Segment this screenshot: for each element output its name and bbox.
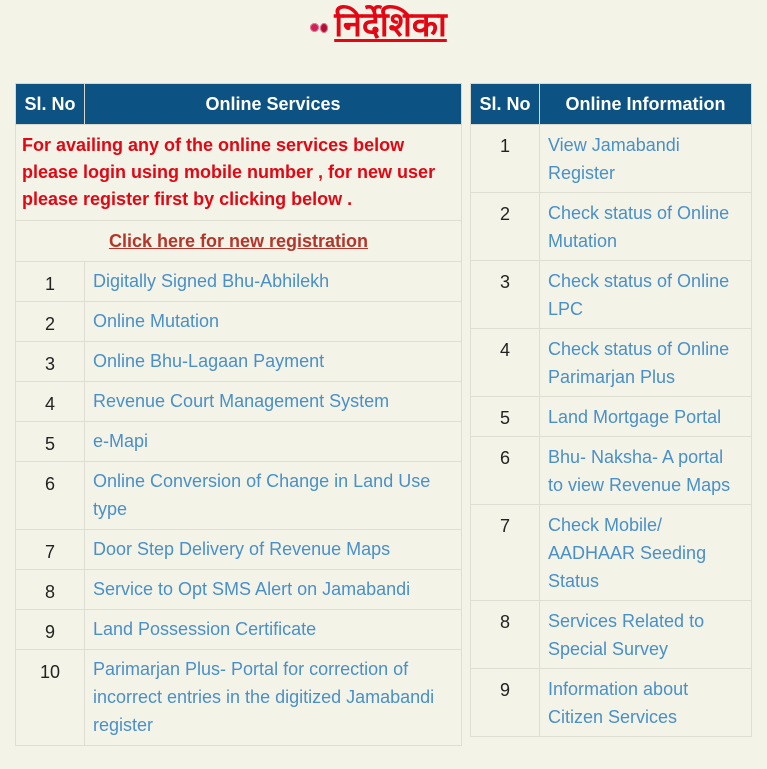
- service-row: [16, 262, 462, 302]
- info-link[interactable]: Land Mortgage Portal: [548, 407, 722, 427]
- info-row: [471, 193, 752, 261]
- service-row: [16, 422, 462, 462]
- service-row-number: 1: [16, 262, 85, 302]
- info-link[interactable]: Services Related to Special Survey: [548, 611, 705, 659]
- service-row-cell: [85, 262, 462, 302]
- info-row: [471, 329, 752, 397]
- service-row-number: 2: [16, 302, 85, 342]
- service-link[interactable]: Digitally Signed Bhu-Abhilekh: [93, 271, 330, 291]
- service-row-cell: [85, 650, 462, 746]
- service-link[interactable]: Parimarjan Plus- Portal for correction of incorrect entries in the digitized Jamabandi register: [93, 659, 435, 735]
- service-link[interactable]: Door Step Delivery of Revenue Maps: [93, 539, 391, 559]
- service-row-cell: [85, 302, 462, 342]
- service-row-number: 8: [16, 570, 85, 610]
- info-row-number: 1: [471, 125, 540, 193]
- service-row: [16, 530, 462, 570]
- info-link[interactable]: View Jamabandi Register: [548, 135, 680, 183]
- service-row-cell: [85, 530, 462, 570]
- service-row-number: 6: [16, 462, 85, 530]
- info-row: [471, 397, 752, 437]
- service-link[interactable]: Online Bhu-Lagaan Payment: [93, 351, 325, 371]
- info-row-cell: [540, 505, 752, 601]
- service-row-cell: [85, 610, 462, 650]
- service-link[interactable]: e-Mapi: [93, 431, 149, 451]
- service-row: [16, 462, 462, 530]
- info-link[interactable]: Check status of Online Parimarjan Plus: [548, 339, 730, 387]
- service-link[interactable]: Online Mutation: [93, 311, 220, 331]
- info-row-cell: [540, 397, 752, 437]
- service-row-cell: [85, 422, 462, 462]
- info-row: [471, 125, 752, 193]
- service-row: [16, 302, 462, 342]
- service-row-cell: [85, 382, 462, 422]
- info-row: [471, 601, 752, 669]
- services-col-name: Online Services: [85, 84, 462, 125]
- info-col-name: Online Information: [540, 84, 752, 125]
- service-row-number: 3: [16, 342, 85, 382]
- info-row-cell: [540, 329, 752, 397]
- login-notice: For availing any of the online services below please login using mobile number , for new user please register first by clicking below .: [16, 125, 462, 221]
- service-row-cell: [85, 462, 462, 530]
- service-link[interactable]: Online Conversion of Change in Land Use type: [93, 471, 431, 519]
- info-row-number: 8: [471, 601, 540, 669]
- info-row-number: 6: [471, 437, 540, 505]
- info-link[interactable]: Check Mobile/ AADHAAR Seeding Status: [548, 515, 707, 591]
- service-row-number: 5: [16, 422, 85, 462]
- page-title: निर्देशिका: [334, 5, 447, 45]
- info-row-number: 7: [471, 505, 540, 601]
- service-row-number: 7: [16, 530, 85, 570]
- page-heading: [0, 0, 767, 50]
- info-link[interactable]: Check status of Online Mutation: [548, 203, 730, 251]
- info-link[interactable]: Bhu- Naksha- A portal to view Revenue Maps: [548, 447, 731, 495]
- new-registration-link[interactable]: Click here for new registration: [108, 231, 369, 251]
- info-row-cell: [540, 193, 752, 261]
- service-row: [16, 610, 462, 650]
- info-col-slno: Sl. No: [471, 84, 540, 125]
- online-services-table: [15, 83, 462, 746]
- service-link[interactable]: Land Possession Certificate: [93, 619, 317, 639]
- service-row-number: 10: [16, 650, 85, 746]
- info-row: [471, 261, 752, 329]
- info-row-cell: [540, 601, 752, 669]
- service-link[interactable]: Revenue Court Management System: [93, 391, 390, 411]
- info-row-number: 3: [471, 261, 540, 329]
- service-row: [16, 570, 462, 610]
- service-link[interactable]: Service to Opt SMS Alert on Jamabandi: [93, 579, 411, 599]
- info-row-number: 4: [471, 329, 540, 397]
- registration-cell: [16, 221, 462, 262]
- info-row: [471, 437, 752, 505]
- flower-icon: [310, 23, 328, 33]
- services-col-slno: Sl. No: [16, 84, 85, 125]
- info-row-cell: [540, 125, 752, 193]
- info-row-cell: [540, 437, 752, 505]
- info-row-cell: [540, 669, 752, 737]
- online-information-table: [470, 83, 752, 737]
- service-row-cell: [85, 342, 462, 382]
- info-link[interactable]: Information about Citizen Services: [548, 679, 689, 727]
- service-row: [16, 382, 462, 422]
- service-row: [16, 342, 462, 382]
- info-link[interactable]: Check status of Online LPC: [548, 271, 730, 319]
- info-row-number: 9: [471, 669, 540, 737]
- info-row: [471, 669, 752, 737]
- service-row-number: 9: [16, 610, 85, 650]
- service-row-number: 4: [16, 382, 85, 422]
- service-row-cell: [85, 570, 462, 610]
- info-row-number: 2: [471, 193, 540, 261]
- info-row-number: 5: [471, 397, 540, 437]
- info-row-cell: [540, 261, 752, 329]
- service-row: [16, 650, 462, 746]
- info-row: [471, 505, 752, 601]
